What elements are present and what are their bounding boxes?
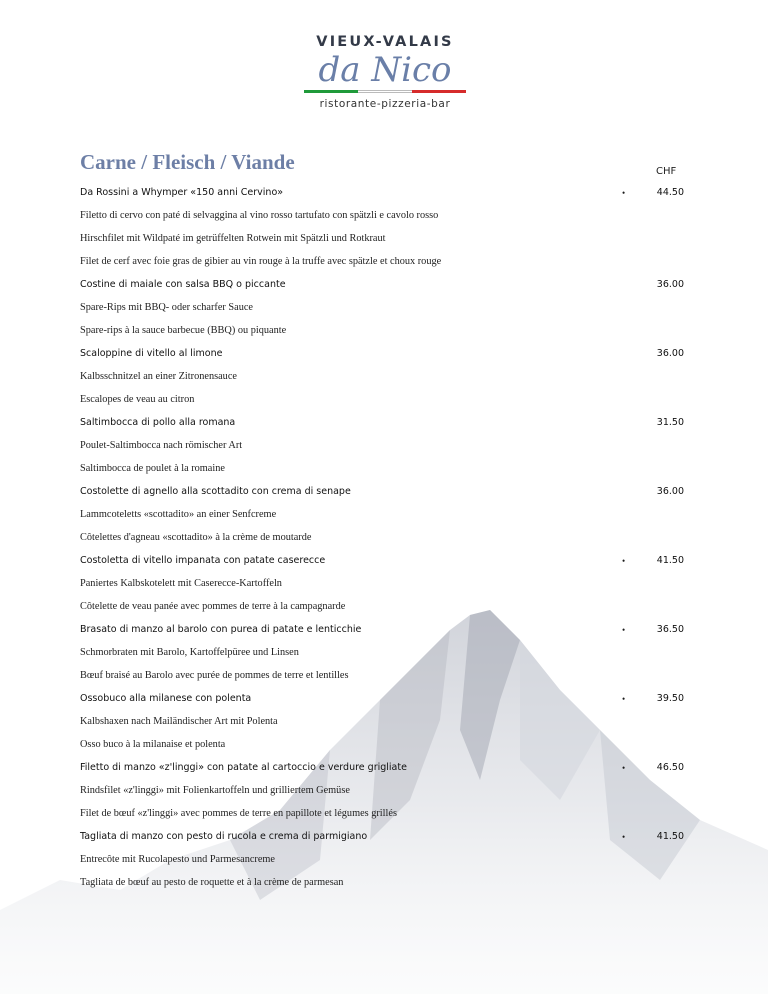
menu-item [80, 348, 684, 406]
dish-price: 41.50 [656, 555, 684, 566]
dish-translation: Filet de bœuf «z'linggi» avec pommes de terre en papillote et légumes grillés [80, 808, 397, 819]
dish-translation: Spare-rips à la sauce barbecue (BBQ) ou piquante [80, 325, 287, 336]
dish-translation: Lammcoteletts «scottadito» an einer Senfcreme [80, 509, 277, 520]
section-title: Carne / Fleisch / Viande [80, 150, 295, 174]
dish-name: Costolette di agnello alla scottadito con crema di senape [80, 486, 351, 497]
flag-white [358, 90, 412, 93]
dish-translation: Kalbsschnitzel an einer Zitronensauce [80, 371, 237, 382]
bullet-marker: • [622, 625, 626, 635]
menu-item [80, 417, 684, 475]
dish-name: Costine di maiale con salsa BBQ o piccante [80, 279, 286, 290]
dish-translation: Osso buco à la milanaise et polenta [80, 739, 226, 750]
dish-price: 36.50 [656, 624, 684, 635]
dish-name: Tagliata di manzo con pesto di rucola e crema di parmigiano [80, 831, 368, 842]
dish-translation: Tagliata de bœuf au pesto de roquette et à la crème de parmesan [80, 877, 344, 888]
dish-price: 39.50 [656, 693, 684, 704]
restaurant-logo [300, 34, 470, 110]
logo-subtitle: ristorante-pizzeria-bar [319, 98, 451, 110]
flag-red [412, 90, 466, 93]
logo-script-text: da Nico [318, 50, 452, 90]
dish-price: 46.50 [656, 762, 684, 773]
dish-price: 31.50 [656, 417, 684, 428]
dish-translation: Saltimbocca de poulet à la romaine [80, 463, 225, 474]
dish-translation: Spare-Rips mit BBQ- oder scharfer Sauce [80, 302, 253, 313]
dish-name: Scaloppine di vitello al limone [80, 348, 223, 359]
dish-translation: Filetto di cervo con paté di selvaggina al vino rosso tartufato con spätzli e cavolo rosso [80, 210, 439, 221]
menu-item [80, 486, 684, 544]
dish-name: Saltimbocca di pollo alla romana [80, 417, 236, 428]
dish-translation: Hirschfilet mit Wildpaté im getrüffelten Rotwein mit Spätzli und Rotkraut [80, 233, 386, 244]
menu-item [80, 762, 684, 820]
dish-price: 44.50 [656, 187, 684, 198]
dish-translation: Escalopes de veau au citron [80, 394, 195, 405]
menu-item [80, 279, 684, 337]
menu-item [80, 693, 684, 751]
menu-item [80, 624, 684, 682]
menu-item [80, 555, 684, 613]
menu-item [80, 187, 684, 268]
dish-translation: Côtelettes d'agneau «scottadito» à la crème de moutarde [80, 532, 312, 543]
dish-translation: Paniertes Kalbskotelett mit Caserecce-Kartoffeln [80, 578, 282, 589]
currency-label: CHF [656, 166, 677, 177]
dish-name: Da Rossini a Whymper «150 anni Cervino» [80, 187, 284, 198]
dish-price: 36.00 [656, 279, 684, 290]
dish-price: 41.50 [656, 831, 684, 842]
bullet-marker: • [622, 556, 626, 566]
dish-translation: Rindsfilet «z'linggi» mit Folienkartoffeln und grilliertem Gemüse [80, 785, 350, 796]
dish-translation: Bœuf braisé au Barolo avec purée de pommes de terre et lentilles [80, 670, 349, 681]
dish-name: Filetto di manzo «z'linggi» con patate al cartoccio e verdure grigliate [80, 762, 407, 773]
dish-name: Ossobuco alla milanese con polenta [80, 693, 252, 704]
dish-name: Brasato di manzo al barolo con purea di patate e lenticchie [80, 624, 362, 635]
bullet-marker: • [622, 832, 626, 842]
menu-item [80, 831, 684, 889]
dish-translation: Entrecôte mit Rucolapesto und Parmesancreme [80, 854, 276, 865]
logo-top-text: VIEUX-VALAIS [316, 34, 454, 50]
dish-translation: Filet de cerf avec foie gras de gibier au vin rouge à la truffe avec spätzle et choux rouge [80, 256, 442, 267]
dish-translation: Schmorbraten mit Barolo, Kartoffelpüree und Linsen [80, 647, 299, 658]
menu-items-list [80, 187, 684, 900]
italian-flag-bar [304, 90, 466, 93]
dish-translation: Kalbshaxen nach Mailändischer Art mit Polenta [80, 716, 278, 727]
bullet-marker: • [622, 694, 626, 704]
bullet-marker: • [622, 188, 626, 198]
dish-translation: Côtelette de veau panée avec pommes de terre à la campagnarde [80, 601, 346, 612]
dish-price: 36.00 [656, 486, 684, 497]
dish-price: 36.00 [656, 348, 684, 359]
dish-translation: Poulet-Saltimbocca nach römischer Art [80, 440, 243, 451]
bullet-marker: • [622, 763, 626, 773]
dish-name: Costoletta di vitello impanata con patate caserecce [80, 555, 326, 566]
flag-green [304, 90, 358, 93]
